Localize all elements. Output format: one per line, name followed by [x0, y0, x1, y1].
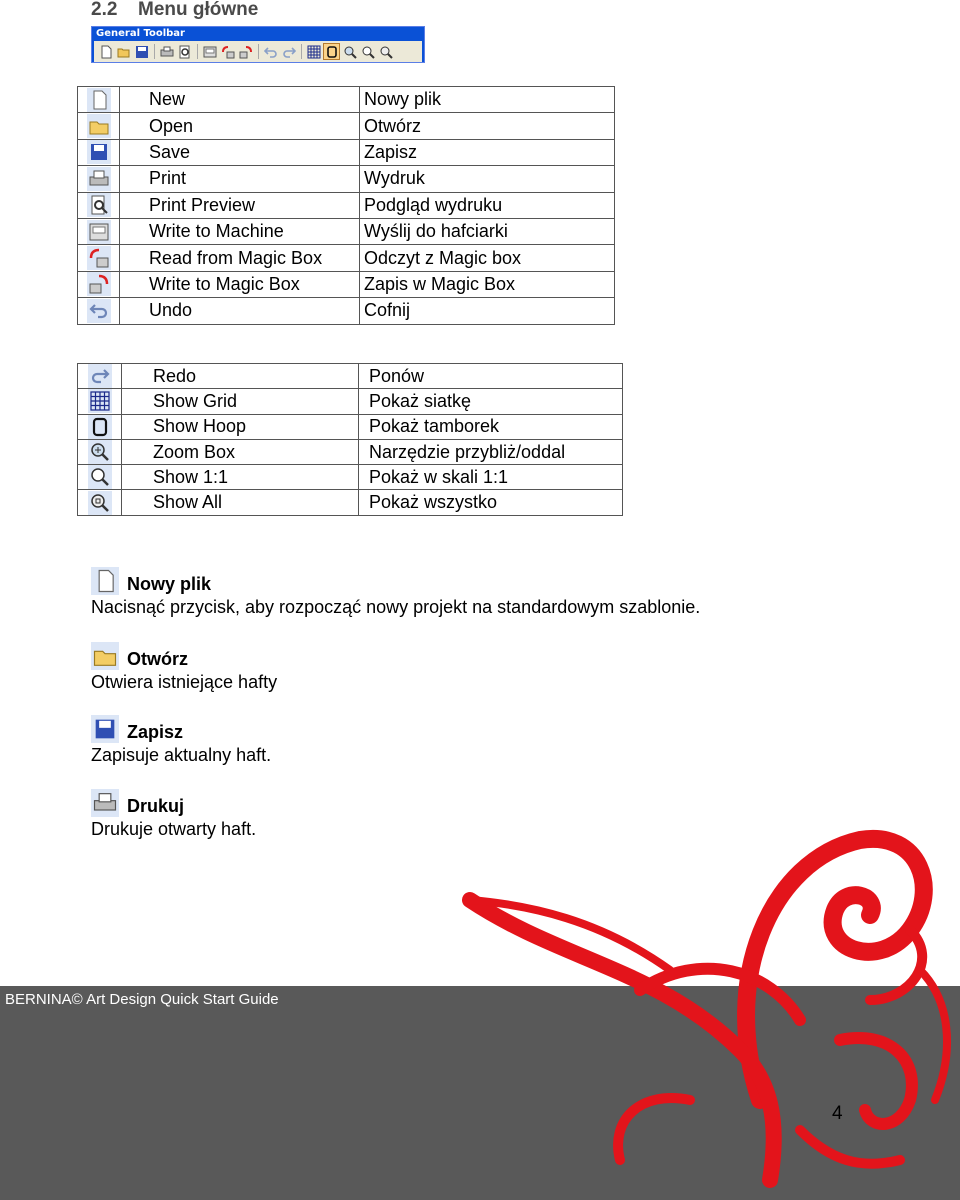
icon-cell: [78, 364, 122, 389]
table-row: [78, 271, 615, 297]
english-label: Show Grid: [122, 389, 359, 414]
icon-cell: [78, 414, 122, 439]
new-icon: [91, 567, 119, 595]
description-title: Zapisz: [127, 722, 184, 742]
show-all-icon: [88, 491, 112, 515]
icon-cell: [78, 465, 122, 490]
english-label: Show 1:1: [122, 465, 359, 490]
polish-label: Pokaż w skali 1:1: [359, 465, 623, 490]
polish-label: Odczyt z Magic box: [360, 245, 615, 271]
description-title: Drukuj: [127, 796, 185, 816]
icon-cell: [78, 139, 120, 165]
save-icon: [87, 140, 111, 164]
toolbar-command-table-1: [77, 86, 615, 325]
print-icon: [87, 167, 111, 191]
zoom-box-icon: [88, 440, 112, 464]
english-label: Write to Magic Box: [120, 271, 360, 297]
print-icon[interactable]: [158, 43, 175, 60]
save-icon[interactable]: [133, 43, 150, 60]
english-label: Undo: [120, 298, 360, 324]
icon-cell: [78, 490, 122, 515]
english-label: Show Hoop: [122, 414, 359, 439]
polish-label: Narzędzie przybliż/oddal: [359, 439, 623, 464]
english-label: Save: [120, 139, 360, 165]
table-row: [78, 389, 623, 414]
polish-label: Pokaż siatkę: [359, 389, 623, 414]
description-save: [91, 715, 271, 766]
icon-cell: [78, 389, 122, 414]
save-icon: [91, 715, 119, 743]
table-row: [78, 490, 623, 515]
show-grid-icon[interactable]: [305, 43, 322, 60]
toolbar-separator: [258, 44, 259, 59]
new-icon: [87, 88, 111, 112]
show-hoop-icon[interactable]: [323, 43, 340, 60]
polish-label: Zapisz: [360, 139, 615, 165]
icon-cell: [78, 192, 120, 218]
print-icon: [91, 789, 119, 817]
polish-label: Wyślij do hafciarki: [360, 218, 615, 244]
table-row: [78, 414, 623, 439]
footer-guide-title: BERNINA© Art Design Quick Start Guide: [5, 991, 279, 1008]
english-label: Zoom Box: [122, 439, 359, 464]
print-preview-icon: [87, 193, 111, 217]
table-row: [78, 218, 615, 244]
icon-cell: [78, 298, 120, 324]
toolbar-separator: [301, 44, 302, 59]
toolbar-strip: [94, 41, 422, 62]
toolbar-separator: [154, 44, 155, 59]
icon-cell: [78, 113, 120, 139]
polish-label: Pokaż tamborek: [359, 414, 623, 439]
show-all-icon[interactable]: [377, 43, 394, 60]
polish-label: Wydruk: [360, 166, 615, 192]
icon-cell: [78, 439, 122, 464]
table-row: [78, 439, 623, 464]
description-title: Otwórz: [127, 649, 188, 669]
icon-cell: [78, 87, 120, 113]
red-embroidery-ornament: [440, 800, 960, 1200]
description-body: Nacisnąć przycisk, aby rozpocząć nowy projekt na standardowym szablonie.: [91, 597, 701, 617]
table-row: [78, 245, 615, 271]
polish-label: Zapis w Magic Box: [360, 271, 615, 297]
description-body: Drukuje otwarty haft.: [91, 819, 257, 839]
section-number: 2.2: [91, 0, 118, 20]
show-1-1-icon: [88, 465, 112, 489]
icon-cell: [78, 245, 120, 271]
section-title: Menu główne: [138, 0, 259, 20]
english-label: Redo: [122, 364, 359, 389]
new-icon[interactable]: [97, 43, 114, 60]
toolbar-title: General Toolbar: [96, 28, 185, 39]
toolbar-separator: [197, 44, 198, 59]
print-preview-icon[interactable]: [176, 43, 193, 60]
write-to-machine-icon[interactable]: [201, 43, 218, 60]
english-label: Open: [120, 113, 360, 139]
read-magic-box-icon: [87, 246, 111, 270]
polish-label: Cofnij: [360, 298, 615, 324]
description-open: [91, 642, 277, 693]
open-icon: [87, 114, 111, 138]
show-1-1-icon[interactable]: [359, 43, 376, 60]
show-hoop-icon: [88, 415, 112, 439]
table-row: [78, 192, 615, 218]
polish-label: Pokaż wszystko: [359, 490, 623, 515]
table-row: [78, 139, 615, 165]
show-grid-icon: [88, 389, 112, 413]
english-label: Write to Machine: [120, 218, 360, 244]
icon-cell: [78, 218, 120, 244]
undo-icon: [87, 299, 111, 323]
general-toolbar: [91, 26, 425, 63]
english-label: Show All: [122, 490, 359, 515]
zoom-box-icon[interactable]: [341, 43, 358, 60]
description-new: [91, 567, 700, 618]
description-title: Nowy plik: [127, 574, 212, 594]
english-label: Read from Magic Box: [120, 245, 360, 271]
table-row: [78, 87, 615, 113]
read-magic-box-icon[interactable]: [219, 43, 236, 60]
write-to-machine-icon: [87, 220, 111, 244]
polish-label: Ponów: [359, 364, 623, 389]
open-icon[interactable]: [115, 43, 132, 60]
undo-icon[interactable]: [262, 43, 279, 60]
toolbar-command-table-2: [77, 363, 623, 516]
polish-label: Otwórz: [360, 113, 615, 139]
english-label: Print Preview: [120, 192, 360, 218]
table-row: [78, 166, 615, 192]
section-heading: [91, 0, 258, 21]
english-label: Print: [120, 166, 360, 192]
table-row: [78, 465, 623, 490]
write-magic-box-icon: [87, 272, 111, 296]
table-row: [78, 364, 623, 389]
redo-icon: [88, 364, 112, 388]
icon-cell: [78, 166, 120, 192]
table-row: [78, 298, 615, 324]
write-magic-box-icon[interactable]: [237, 43, 254, 60]
table-row: [78, 113, 615, 139]
icon-cell: [78, 271, 120, 297]
polish-label: Nowy plik: [360, 87, 615, 113]
redo-icon[interactable]: [280, 43, 297, 60]
english-label: New: [120, 87, 360, 113]
page-number: 4: [832, 1103, 843, 1124]
polish-label: Podgląd wydruku: [360, 192, 615, 218]
description-body: Zapisuje aktualny haft.: [91, 745, 272, 765]
open-icon: [91, 642, 119, 670]
description-print: [91, 789, 256, 840]
description-body: Otwiera istniejące hafty: [91, 672, 278, 692]
